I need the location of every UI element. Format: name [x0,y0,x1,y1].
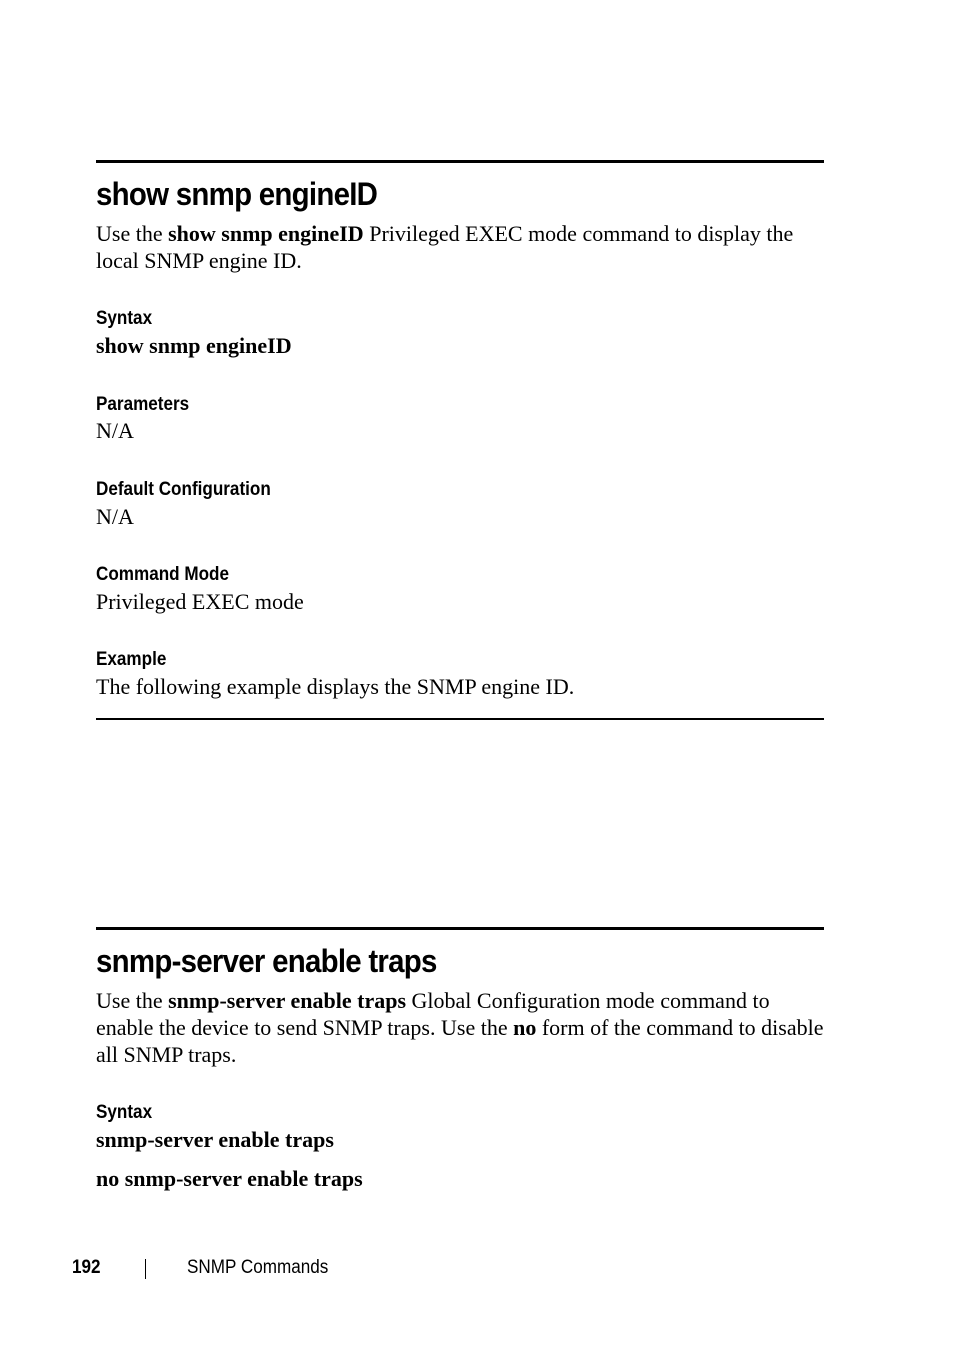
chapter-title: SNMP Commands [187,1257,329,1278]
section-title: snmp-server enable traps [96,943,437,979]
section-intro [96,987,824,1068]
syntax-command: snmp-server enable traps [96,1127,334,1152]
intro-text: form of the command to disable all SNMP traps. [96,1015,824,1067]
default-configuration-heading: Default Configuration [96,479,271,500]
section-intro [96,220,824,274]
syntax-command-no-form: no snmp-server enable traps [96,1166,363,1191]
intro-text: Use the [96,988,169,1013]
command-mode-value: Privileged EXEC mode [96,589,304,614]
section-top-rule [96,927,824,930]
section-top-rule [96,160,824,163]
command-mode-heading: Command Mode [96,564,230,585]
footer-separator [145,1259,146,1279]
parameters-heading: Parameters [96,394,190,415]
page-number: 192 [72,1257,101,1278]
section-title: show snmp engineID [96,176,378,212]
example-text: The following example displays the SNMP engine ID. [96,674,575,699]
parameters-value: N/A [96,418,134,443]
syntax-command: show snmp engineID [96,333,292,358]
intro-text: Privileged EXEC mode command to display the local SNMP engine ID. [96,221,794,273]
syntax-heading: Syntax [96,308,153,329]
syntax-heading: Syntax [96,1102,153,1123]
intro-text: Global Configuration mode command to enable the device to send SNMP traps. Use the [96,988,770,1040]
no-keyword: no [513,1015,537,1040]
command-name: show snmp engineID [168,221,364,246]
command-name: snmp-server enable traps [168,988,407,1013]
example-heading: Example [96,649,167,670]
default-configuration-value: N/A [96,504,134,529]
section-bottom-rule [96,718,824,720]
intro-text: Use the [96,221,169,246]
